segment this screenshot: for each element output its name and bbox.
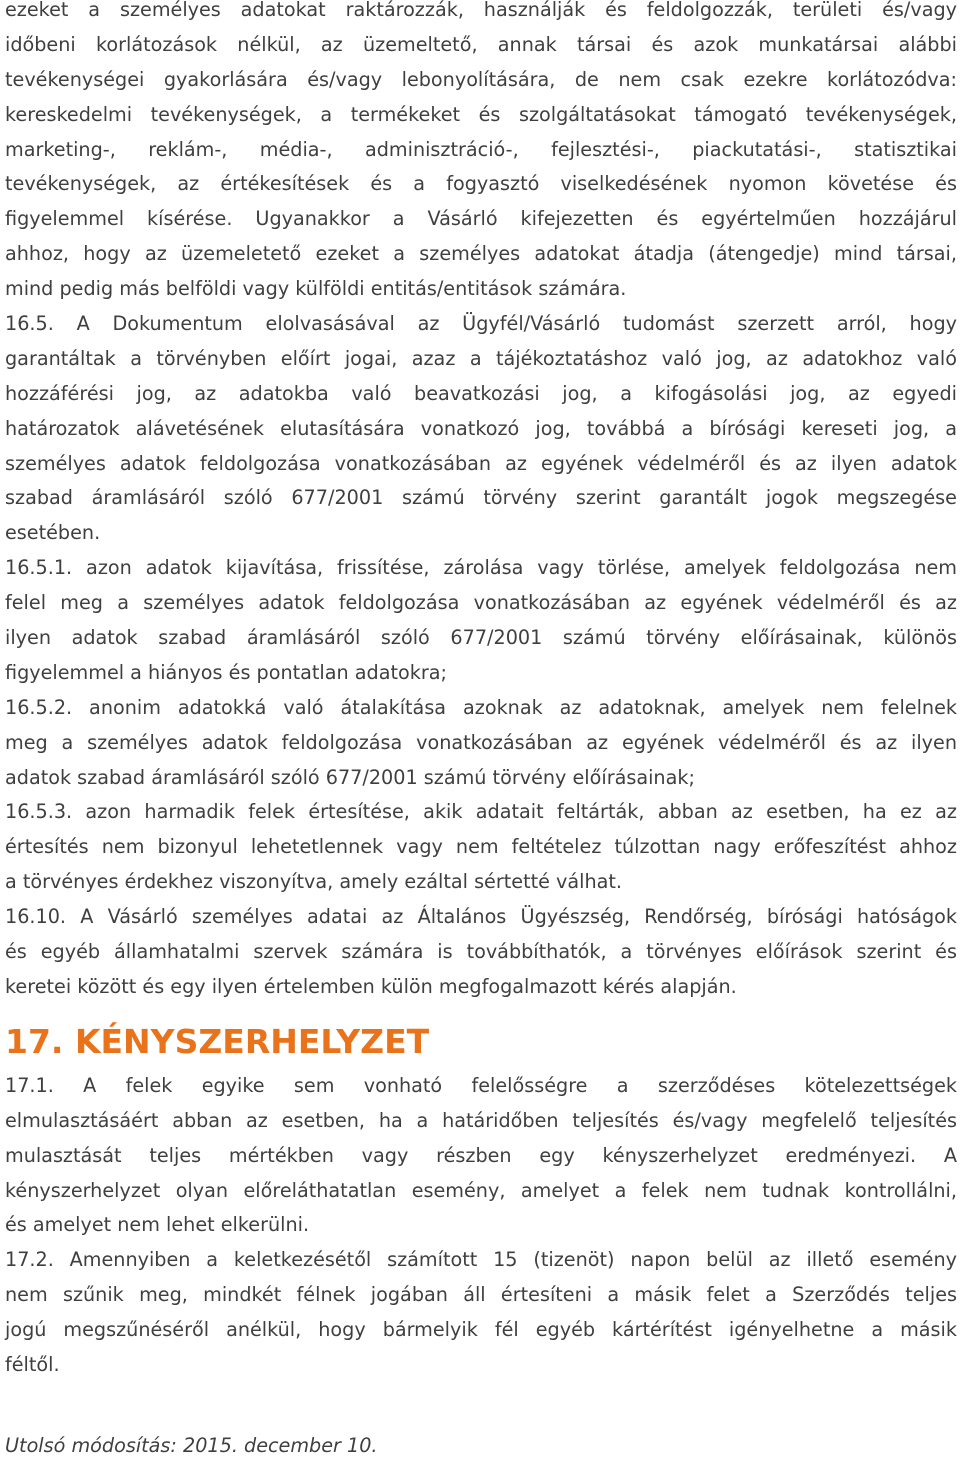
text-line: időbeni korlátozások nélkül, az üzemeltető, annak társai és azok munkatársai alábbi: [5, 32, 957, 56]
text-line: figyelemmel a hiányos és pontatlan adatokra;: [5, 660, 447, 684]
text-line: határozatok alávetésének elutasítására vonatkozó jog, továbbá a bírósági kereseti jog, a: [5, 416, 957, 440]
text-line: felel meg a személyes adatok feldolgozása vonatkozásában az egyének védelméről és az: [5, 591, 957, 615]
text-line: és amelyet nem lehet elkerülni.: [5, 1213, 310, 1237]
text-line: ezeket a személyes adatokat raktározzák, használják és feldolgozzák, területi és/vagy: [5, 0, 957, 21]
text-line: szabad áramlásáról szóló 677/2001 számú törvény szerint garantált jogok megszegése: [5, 486, 957, 510]
section-heading-17: 17. KÉNYSZERHELYZET: [5, 1021, 430, 1061]
text-line: keretei között és egy ilyen értelemben külön megfogalmazott kérés alapján.: [5, 974, 737, 998]
paragraph-16-5-2: [5, 691, 957, 796]
text-line: ilyen adatok szabad áramlásáról szóló 677/2001 számú törvény előírásainak, különös: [5, 626, 957, 650]
paragraph-16-5-1: [5, 551, 957, 691]
text-line: marketing-, reklám-, média-, adminisztráció-, fejlesztési-, piackutatási-, statisztikai: [5, 137, 957, 161]
paragraph-17-2: [5, 1243, 957, 1383]
text-line: 16.5.2. anonim adatokká való átalakítása azoknak az adatoknak, amelyek nem felelnek: [5, 695, 957, 719]
text-line: féltől.: [5, 1352, 60, 1376]
text-line: ahhoz, hogy az üzemeletető ezeket a személyes adatokat átadja (átengedje) mind társai,: [5, 242, 957, 266]
text-line: elmulasztásáért abban az esetben, ha a határidőben teljesítés és/vagy megfelelő teljesítés: [5, 1108, 957, 1132]
paragraph-16-5: [5, 307, 957, 551]
document-page: [5, 0, 957, 1383]
text-line: kereskedelmi tevékenységek, a termékeket és szolgáltatásokat támogató tevékenységek,: [5, 102, 957, 126]
text-line: garantáltak a törvényben előírt jogai, azaz a tájékoztatáshoz való jog, az adatokhoz való: [5, 346, 957, 370]
text-line: mind pedig más belföldi vagy külföldi entitás/entitások számára.: [5, 277, 627, 301]
text-line: értesítés nem bizonyul lehetetlennek vagy nem feltételez túlzottan nagy erőfeszítést ahhoz: [5, 835, 957, 859]
text-line: mulasztását teljes mértékben vagy részben egy kényszerhelyzet eredményezi. A: [5, 1143, 957, 1167]
text-line: esetében.: [5, 521, 101, 545]
text-line: adatok szabad áramlásáról szóló 677/2001 számú törvény előírásainak;: [5, 765, 695, 789]
text-line: 16.5.3. azon harmadik felek értesítése, akik adatait feltárták, abban az esetben, ha ez az: [5, 800, 957, 824]
paragraph-16-10: [5, 900, 957, 1005]
paragraph-17-1: [5, 1069, 957, 1243]
text-line: 16.10. A Vásárló személyes adatai az Általános Ügyészség, Rendőrség, bírósági hatóságok: [5, 905, 957, 929]
text-line: a törvényes érdekhez viszonyítva, amely ezáltal sértetté válhat.: [5, 870, 623, 894]
text-line: kényszerhelyzet olyan előreláthatatlan esemény, amelyet a felek nem tudnak kontrollálni,: [5, 1178, 957, 1202]
text-line: jogú megszűnéséről anélkül, hogy bármelyik fél egyéb kártérítést igényelhetne a másik: [5, 1318, 957, 1342]
text-line: figyelemmel kísérése. Ugyanakkor a Vásárló kifejezetten és egyértelműen hozzájárul: [5, 207, 957, 231]
text-line: személyes adatok feldolgozása vonatkozásában az egyének védelméről és az ilyen adatok: [5, 451, 957, 475]
text-line: 16.5. A Dokumentum elolvasásával az Ügyfél/Vásárló tudomást szerzett arról, hogy: [5, 312, 957, 336]
paragraph-intro: [5, 0, 957, 307]
text-line: 16.5.1. azon adatok kijavítása, frissítése, zárolása vagy törlése, amelyek feldolgozása nem: [5, 556, 957, 580]
text-line: és egyéb államhatalmi szervek számára is továbbíthatók, a törvényes előírások szerint és: [5, 940, 957, 964]
paragraph-16-5-3: [5, 795, 957, 900]
last-modified-note: Utolsó módosítás: 2015. december 10.: [5, 1434, 378, 1457]
text-line: hozzáférési jog, az adatokba való beavatkozási jog, a kifogásolási jog, az egyedi: [5, 381, 957, 405]
text-line: 17.2. Amennyiben a keletkezésétől számított 15 (tizenöt) napon belül az illető esemény: [5, 1248, 957, 1272]
text-line: meg a személyes adatok feldolgozása vonatkozásában az egyének védelméről és az ilyen: [5, 730, 957, 754]
text-line: 17.1. A felek egyike sem vonható felelősségre a szerződéses kötelezettségek: [5, 1073, 957, 1097]
text-line: tevékenységek, az értékesítések és a fogyasztó viselkedésének nyomon követése és: [5, 172, 957, 196]
text-line: tevékenységei gyakorlására és/vagy lebonyolítására, de nem csak ezekre korlátozódva:: [5, 67, 957, 91]
text-line: nem szűnik meg, mindkét félnek jogában áll értesíteni a másik felet a Szerződés teljes: [5, 1283, 957, 1307]
